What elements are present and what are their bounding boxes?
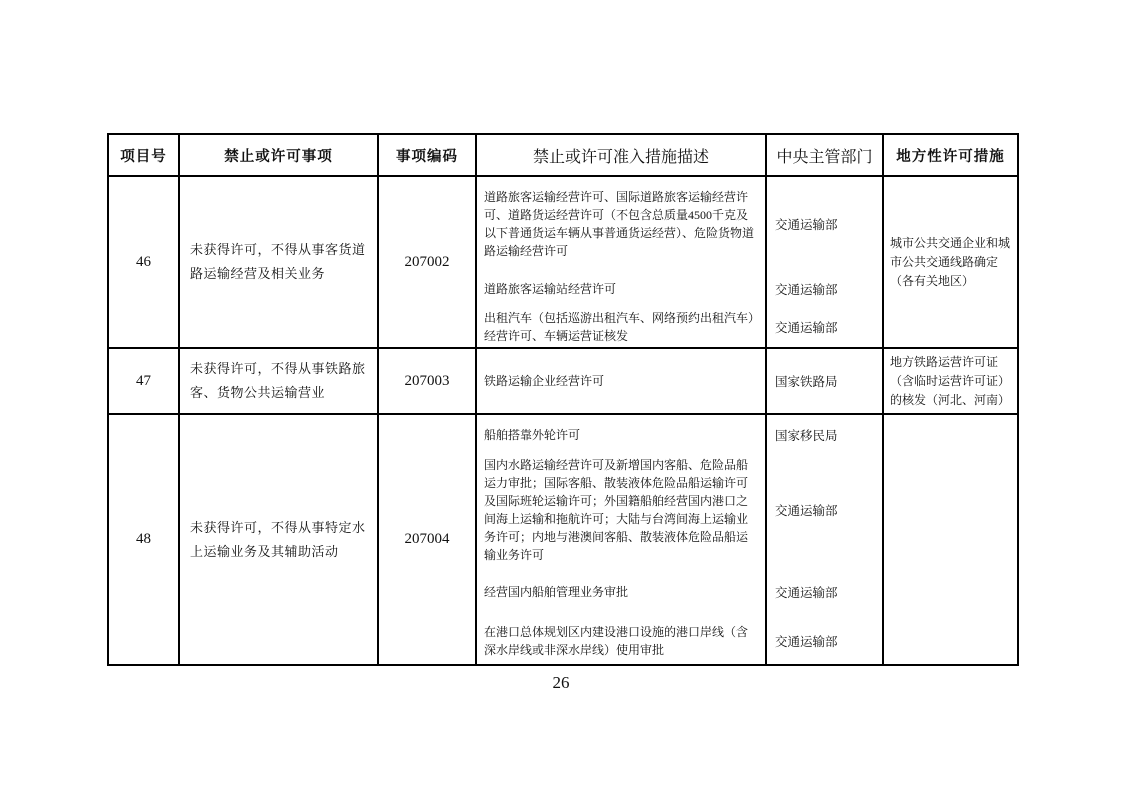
local-measures-cell: 城市公共交通企业和城市公共交通线路确定（各有关地区） bbox=[890, 235, 1011, 288]
measure-block bbox=[477, 307, 882, 347]
code-cell: 207003 bbox=[379, 349, 477, 413]
header-local-measures: 地方性许可措施 bbox=[896, 148, 1005, 165]
central-department: 交通运输部 bbox=[775, 504, 838, 518]
measure-block bbox=[477, 618, 882, 664]
project-number-cell: 48 bbox=[109, 415, 180, 664]
table-row bbox=[109, 349, 1017, 415]
table-row bbox=[109, 415, 1017, 664]
measure-block bbox=[477, 271, 882, 307]
measure-description: 道路旅客运输站经营许可 bbox=[477, 271, 767, 307]
header-prohibited-item: 禁止或许可事项 bbox=[180, 135, 379, 175]
central-department: 交通运输部 bbox=[775, 635, 838, 649]
item-cell: 未获得许可，不得从事客货道路运输经营及相关业务 bbox=[180, 177, 379, 347]
measure-block bbox=[477, 455, 882, 565]
header-measure-description: 禁止或许可准入措施描述 bbox=[477, 135, 767, 175]
central-department: 交通运输部 bbox=[775, 218, 838, 232]
measure-description: 经营国内船舶管理业务审批 bbox=[477, 565, 767, 618]
code-cell: 207002 bbox=[379, 177, 477, 347]
local-measures-cell bbox=[884, 415, 1017, 664]
central-department: 交通运输部 bbox=[775, 585, 838, 600]
header-central-department: 中央主管部门 bbox=[776, 148, 873, 166]
measure-description: 道路旅客运输经营许可、国际道路旅客运输经营许可、道路货运经营许可（不包含总质量4500千克及以下普通货运车辆从事普通货运经营）、危险货物道路运输经营许可 bbox=[477, 177, 767, 271]
header-item-code: 事项编码 bbox=[379, 135, 477, 175]
header-project-number: 项目号 bbox=[109, 135, 180, 175]
measures-cell-group bbox=[477, 349, 884, 413]
table-row bbox=[109, 177, 1017, 349]
local-measures-cell: 地方铁路运营许可证（含临时运营许可证）的核发（河北、河南） bbox=[890, 354, 1011, 407]
central-department: 国家铁路局 bbox=[775, 375, 838, 389]
measure-block bbox=[477, 177, 882, 271]
page-number: 26 bbox=[552, 673, 570, 692]
measures-cell-group bbox=[477, 415, 884, 664]
code-cell: 207004 bbox=[379, 415, 477, 664]
table-header-row bbox=[109, 135, 1017, 177]
measures-cell-group bbox=[477, 177, 884, 347]
measure-description: 国内水路运输经营许可及新增国内客船、危险品船运力审批；国际客船、散装液体危险品船运输许可及国际班轮运输许可；外国籍船舶经营国内港口之间海上运输和拖航许可；大陆与台湾间海上运输业务许可；内地与港澳间客船、散装液体危险品船运输业务许可 bbox=[477, 455, 767, 565]
measure-description: 出租汽车（包括巡游出租汽车、网络预约出租汽车）经营许可、车辆运营证核发 bbox=[477, 307, 767, 347]
measure-block bbox=[477, 349, 882, 413]
central-department: 交通运输部 bbox=[775, 283, 838, 297]
measure-block bbox=[477, 565, 882, 618]
measure-description: 船舶搭靠外轮许可 bbox=[477, 415, 767, 455]
item-cell: 未获得许可，不得从事特定水上运输业务及其辅助活动 bbox=[180, 415, 379, 664]
measure-description: 铁路运输企业经营许可 bbox=[477, 349, 767, 413]
measure-block bbox=[477, 415, 882, 455]
license-table bbox=[107, 133, 1019, 666]
measure-description: 在港口总体规划区内建设港口设施的港口岸线（含深水岸线或非深水岸线）使用审批 bbox=[477, 618, 767, 664]
project-number-cell: 47 bbox=[109, 349, 180, 413]
central-department: 交通运输部 bbox=[775, 321, 838, 335]
project-number-cell: 46 bbox=[109, 177, 180, 347]
header-measures-group bbox=[477, 135, 884, 175]
item-cell: 未获得许可，不得从事铁路旅客、货物公共运输营业 bbox=[180, 349, 379, 413]
central-department: 国家移民局 bbox=[775, 429, 838, 443]
